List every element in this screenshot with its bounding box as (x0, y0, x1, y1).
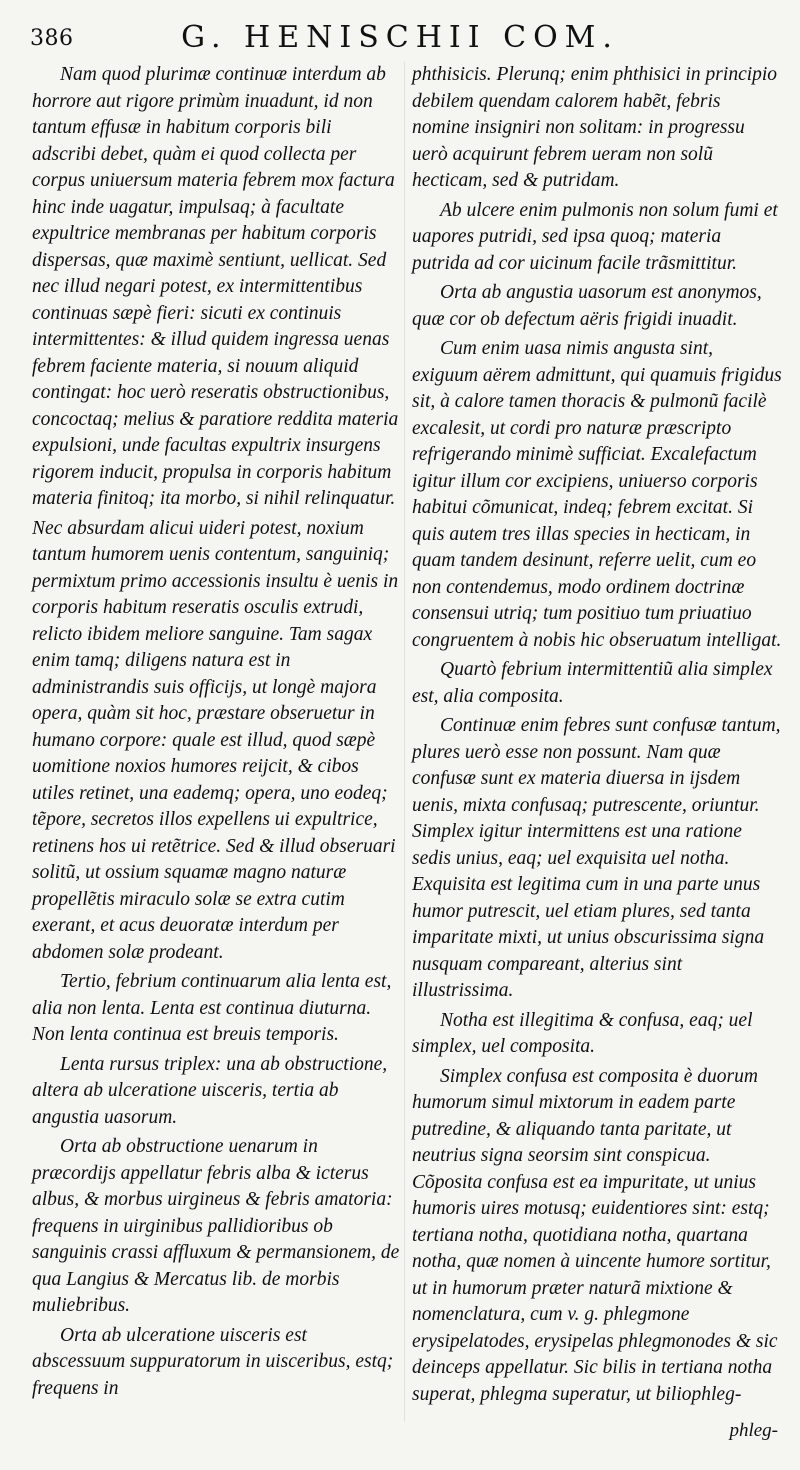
paragraph: Orta ab angustia uasorum est anonymos, quæ cor ob defectum aëris frigidi inuadit. (412, 282, 762, 330)
paragraph: Ab ulcere enim pulmonis non solum fumi et uapores putridi, sed ipsa quoq; materia putrida ad cor uicinum facile trãsmittitur. (412, 199, 778, 274)
paragraph: Orta ab ulceratione uisceris est abscessuum suppuratorum in uisceribus, estq; frequens in (32, 1324, 394, 1399)
page-number: 386 (30, 26, 74, 51)
left-column (32, 62, 400, 1402)
paragraph: Simplex confusa est composita è duorum humorum simul mixtorum in eadem parte putredine, & aliquando tanta paritate, ut neutrius signa seorsim sint conspicua. Cõposita confusa est ea impuritate, ut unius humoris uires motusq; euidentiores sint: estq; tertiana notha, quotidiana notha, quartana notha, quæ nomen à uincente humore sortitur, ut in humorum præter naturã mixtione & nomenclatura, cum v. g. phlegmone erysipelatodes, erysipelas phlegmonodes & sic deinceps appellatur. Sic bilis in tertiana notha superat, phlegma superatur, ut biliophleg- (412, 1065, 778, 1405)
paragraph: Quartò febrium intermittentiũ alia simplex est, alia composita. (412, 659, 773, 707)
paragraph: phthisicis. Plerunq; enim phthisici in principio debilem quendam calorem habẽt, febris nomine insigniri non solitam: in progressu uerò acquirunt febrem ueram non solũ hecticam, sed & putridam. (412, 64, 778, 191)
running-head: G. HENISCHII COM. (181, 20, 619, 55)
column-gutter (404, 62, 405, 1422)
paragraph: Continuæ enim febres sunt confusæ tantum, plures uerò esse non possunt. Nam quæ confusæ sunt ex materia diuersa in ijsdem uenis, mixta confusaq; putrescente, oriuntur. Simplex igitur intermittens est una ratione sedis unius, eaq; uel exquisita uel notha. Exquisita est legitima cum in una parte unus humor putrescit, uel etiam plures, sed tanta imparitate mixti, ut unius obscurissima signa nusquam compareant, alterius sint illustrissima. (412, 715, 781, 1001)
paragraph: Cum enim uasa nimis angusta sint, exiguum aërem admittunt, qui quamuis frigidus sit, à calore tamen thoracis & pulmonũ facilè excalesit, ut cordi pro naturæ præscripto refrigerando minimè sufficiat. Excalefactum igitur illum cor excipiens, uniuerso corporis habitui cõmunicat, indeq; febrem excitat. Si quis autem tres illas species in hecticam, in quam tandem desinunt, referre uelit, cum eo non contendemus, modo ordinem doctrinæ consensui utriq; tum positiuo tum priuatiuo congruentem à nobis hic obseruatum intelligat. (412, 338, 782, 651)
page-header (30, 18, 770, 60)
paragraph: Tertio, febrium continuarum alia lenta est, alia non lenta. Lenta est continua diuturna. Non lenta continua est breuis temporis. (32, 971, 392, 1045)
right-column (412, 62, 782, 1408)
paragraph: Nec absurdam alicui uideri potest, noxium tantum humorem uenis contentum, sanguiniq; permixtum primo accessionis insultu è uenis in corporis habitum reseratis osculis extrudi, relicto ibidem meliore sanguine. Tam sagax enim tamq; diligens natura est in administrandis suis officijs, ut longè majora opera, quàm sit hoc, præstare obseruetur in humano corpore: quale est illud, quod sæpè uomitione noxios humores reijcit, & cibos utiles retinet, una eademq; opera, uno eodeq; tẽpore, secretos illos expellens ui expultrice, retinens hos ui retẽtrice. Sed & illud obseruari solitũ, ut ossium squamæ magno naturæ propellẽtis miraculo solæ se extra cutim exerant, et acus deuoratæ interdum per abdomen solæ prodeant. (32, 517, 399, 963)
paragraph: Lenta rursus triplex: una ab obstructione, altera ab ulceratione uisceris, tertia ab angustia uasorum. (32, 1053, 388, 1128)
catchword: phleg- (729, 1420, 778, 1441)
paragraph: Nam quod plurimæ continuæ interdum ab horrore aut rigore primùm inuadunt, id non tantum effusæ in habitum corporis bili adscribi debet, quàm ei quod collecta per corpus uniuersum materia febrem mox factura hinc inde uagatur, impulsaq; à facultate expultrice membranas per habitum corporis dispersas, quæ maximè sentiunt, uellicat. Sed nec illud negari potest, ex intermittentibus continuas sæpè fieri: sicuti ex continuis intermittentes: & illud quidem ingressa uenas febrem faciente materia, si nouum aliquid contingat: hoc uerò reseratis obstructionibus, concoctaq; melius & paratiore reddita materia expulsioni, unde facultas expultrix insurgens rigorem inducit, propulsa in corporis habitum materia finitoq; ita morbo, si nihil relinquatur. (32, 64, 399, 509)
paragraph: Orta ab obstructione uenarum in præcordijs appellatur febris alba & icterus albus, & morbus uirgineus & febris amatoria: frequens in uirginibus pallidioribus ob sanguinis crassi affluxum & permansionem, de qua Langius & Mercatus lib. de morbis muliebribus. (32, 1136, 400, 1316)
paragraph: Notha est illegitima & confusa, eaq; uel simplex, uel composita. (412, 1009, 753, 1057)
